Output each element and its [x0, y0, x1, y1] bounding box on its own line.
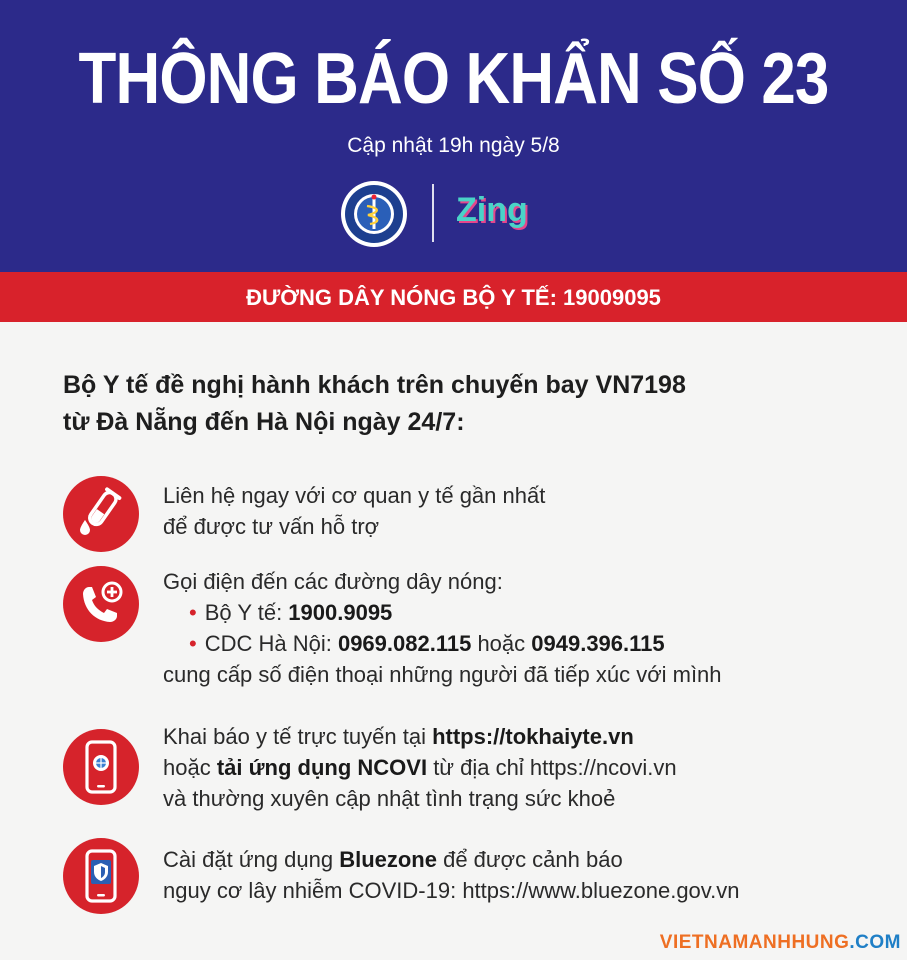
hotline-moh-label: Bộ Y tế: — [204, 600, 289, 625]
watermark — [660, 932, 901, 954]
item-3-line-1-text: Khai báo y tế trực tuyến tại — [163, 724, 433, 749]
update-time: Cập nhật 19h ngày 5/8 — [347, 134, 560, 157]
test-tube-icon — [63, 476, 139, 552]
ncovi-app-text: tải ứng dụng NCOVI — [216, 755, 428, 780]
item-2-line-1: Gọi điện đến các đường dây nóng: — [163, 569, 503, 594]
ministry-of-health-logo — [340, 180, 408, 248]
hotline-moh-number: 1900.9095 — [288, 600, 393, 625]
item-4-line-2: nguy cơ lây nhiễm COVID-19: https://www.bluezone.gov.vn — [163, 878, 740, 903]
hotline-cdc-label: CDC Hà Nội: — [204, 631, 338, 656]
hotline-cdc-or: hoặc — [471, 631, 532, 656]
hotline-moh-entry — [163, 597, 883, 628]
item-4-line-1-pre: Cài đặt ứng dụng — [163, 847, 340, 872]
bluezone-app-text: Bluezone — [339, 847, 437, 872]
item-3-line-2-pre: hoặc — [163, 755, 217, 780]
item-3-line-2 — [163, 752, 883, 783]
logo-divider — [432, 184, 434, 242]
item-3-line-3: và thường xuyên cập nhật tình trạng sức khoẻ — [163, 786, 616, 811]
item-bluezone — [163, 844, 883, 906]
phone-plus-icon — [63, 566, 139, 642]
phone-app-icon — [63, 729, 139, 805]
item-health-declaration — [163, 721, 883, 814]
item-1-line-1: Liên hệ ngay với cơ quan y tế gần nhất — [163, 483, 546, 508]
item-contact-health — [163, 480, 883, 542]
bluezone-phone-icon — [63, 838, 139, 914]
intro-line-1: Bộ Y tế đề nghị hành khách trên chuyến bay VN7198 — [63, 371, 686, 399]
intro-heading — [63, 367, 863, 441]
hotline-cdc-entry — [163, 628, 883, 659]
watermark-part-2: .COM — [849, 932, 901, 953]
item-4-line-1-post: để được cảnh báo — [436, 847, 623, 872]
hotline-cdc-number-1: 0969.082.115 — [337, 631, 472, 656]
bullet-icon: • — [189, 600, 197, 625]
item-4-line-1 — [163, 844, 883, 875]
hotline-text: ĐƯỜNG DÂY NÓNG BỘ Y TẾ: 19009095 — [246, 285, 661, 310]
hotline-cdc-number-2: 0949.396.115 — [531, 631, 665, 656]
intro-line-2: từ Đà Nẵng đến Hà Nội ngày 24/7: — [63, 408, 465, 436]
item-2-line-4: cung cấp số điện thoại những người đã tiếp xúc với mình — [163, 662, 722, 687]
page-title: THÔNG BÁO KHẨN SỐ 23 — [78, 39, 829, 119]
bullet-icon: • — [189, 631, 197, 656]
item-3-line-1 — [163, 721, 883, 752]
watermark-part-1: VIETNAMANHHUNG — [659, 932, 850, 953]
item-1-line-2: để được tư vấn hỗ trợ — [163, 514, 380, 539]
item-3-line-2-post: từ địa chỉ https://ncovi.vn — [427, 755, 677, 780]
tokhaiyte-link[interactable]: https://tokhaiyte.vn — [432, 724, 634, 749]
item-hotlines — [163, 566, 883, 690]
zing-logo: Zing — [456, 191, 528, 229]
